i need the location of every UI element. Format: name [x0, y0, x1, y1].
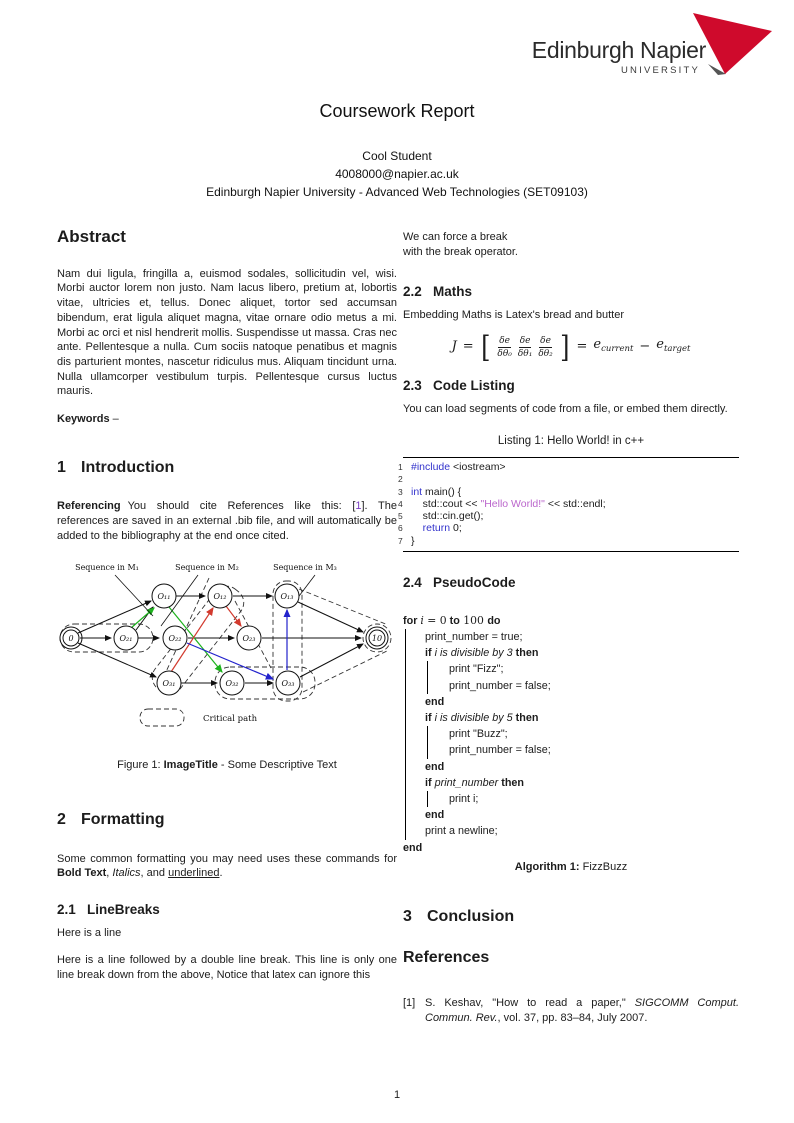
- page-title: Coursework Report: [319, 101, 475, 121]
- svg-text:Sequence in M₁: Sequence in M₁: [75, 562, 139, 572]
- sequence-labels: [75, 563, 337, 572]
- algo-line: print i;: [449, 792, 479, 805]
- linebreaks-paragraph: Here is a line followed by a double line break. This line is only one line break down from the above, Notice that latex can ignore this: [57, 954, 397, 982]
- break-line-2: with the break operator.: [403, 245, 518, 258]
- algo-line: end: [425, 809, 445, 822]
- algo-line: end: [425, 760, 445, 773]
- svg-text:O₁₁: O₁₁: [157, 591, 171, 601]
- fizzbuzz-algorithm: [403, 613, 739, 856]
- reference-1: [403, 996, 739, 1025]
- section-2-1-heading: 2.1 LineBreaks: [57, 902, 160, 918]
- svg-text:10: 10: [371, 633, 383, 643]
- algo-line: print_number = true;: [425, 630, 523, 643]
- page-number: 1: [393, 1089, 401, 1101]
- author-block: [0, 147, 794, 201]
- left-column: [57, 227, 397, 983]
- sequence-arrows: [131, 606, 287, 679]
- abstract-heading: Abstract: [57, 227, 126, 246]
- keywords-label: Keywords: [57, 413, 110, 426]
- algo-line: print "Fizz";: [449, 663, 504, 676]
- section-2-2-heading: 2.2 Maths: [403, 284, 473, 300]
- svg-text:O₂₁: O₂₁: [119, 633, 133, 643]
- svg-text:O₂₃: O₂₃: [242, 633, 256, 643]
- referencing-label: Referencing: [57, 500, 121, 513]
- code-listing: 1 #include <iostream> 2 3 int main() { 4 std::cout << "Hello World!" << std::endl; 5 std::cin.get(); 6 return 0; 7 }: [403, 457, 739, 552]
- right-column: [398, 230, 740, 1025]
- codelisting-paragraph: You can load segments of code from a file, or embed them directly.: [403, 402, 728, 415]
- algo-line: if i is divisible by 5 then: [425, 711, 539, 724]
- svg-text:O₃₃: O₃₃: [281, 678, 295, 688]
- section-1-heading: 1 Introduction: [57, 458, 175, 476]
- critical-path-legend-label: Critical path: [203, 713, 258, 724]
- keywords-line: Keywords –: [57, 413, 119, 426]
- listing-caption: Listing 1: Hello World! in c++: [497, 435, 645, 448]
- section-2-4-heading: 2.4 PseudoCode: [403, 575, 516, 590]
- svg-text:Sequence in M₂: Sequence in M₂: [175, 562, 239, 572]
- algo-line: print_number = false;: [449, 679, 551, 692]
- algo-line: if i is divisible by 3 then: [425, 647, 539, 660]
- svg-text:O₁₂: O₁₂: [213, 591, 227, 601]
- svg-text:O₃₂: O₃₂: [225, 678, 239, 688]
- abstract-body: Nam dui ligula, fringilla a, euismod sodales, sollicitudin vel, wisi. Morbi auctor lorem non justo. Nam lacus libero, pretium at, lobortis vitae, ultricies et, tellus. Donec aliquet, tortor sed accumsan bibendum, erat ligula aliquet magna, vitae ornare odio metus a mi. Morbi ac orci et nisl hendrerit mollis. Suspendisse ut massa. Cras nec ante. Pellentesque a nulla. Cum sociis natoque penatibus et magnis dis parturient montes, nascetur ridiculus mus. Aliquam tincidunt urna. Nulla ullamcorper vestibulum turpis. Pellentesque cursus luctus mauris.: [57, 267, 397, 398]
- section-2-heading: 2 Formatting: [57, 810, 165, 828]
- algo-line: if print_number then: [425, 776, 525, 789]
- university-logo: [532, 12, 774, 82]
- logo-triangle-icon: [692, 12, 774, 82]
- figure-1: [57, 556, 397, 773]
- author-affiliation: Edinburgh Napier University - Advanced Web Technologies (SET09103): [206, 185, 588, 199]
- algo-line: print "Buzz";: [449, 728, 508, 741]
- jacobian-formula: J = [ $\frac{\delta e}{\text{δθ₀}}$ $\frac{\delta e}{\text{δθ₁}}$ $\frac{\delta e}{\text{δθ₂}}$ ] = $e_{current}$ − $e_{target}$: [451, 329, 691, 365]
- algo-line: end: [403, 841, 423, 854]
- break-line-1: We can force a break: [403, 231, 508, 243]
- critical-path-legend-swatch: [140, 709, 184, 726]
- svg-text:O₃₁: O₃₁: [162, 678, 176, 688]
- section-3-heading: 3 Conclusion: [403, 908, 515, 926]
- svg-text:O₂₂: O₂₂: [168, 633, 182, 643]
- algorithm-caption: Algorithm 1: FizzBuzz: [514, 860, 628, 873]
- linebreaks-line1: Here is a line: [57, 926, 122, 939]
- svg-text:0: 0: [68, 633, 74, 643]
- svg-text:Sequence in M₃: Sequence in M₃: [273, 562, 337, 572]
- algo-line: end: [425, 695, 445, 708]
- figure-1-caption: Figure 1: ImageTitle - Some Descriptive Text: [117, 759, 337, 772]
- svg-text:O₁₃: O₁₃: [280, 591, 294, 601]
- logo-subtitle: UNIVERSITY: [620, 65, 700, 76]
- references-heading: References: [403, 949, 490, 967]
- citation-link-1[interactable]: 1: [355, 500, 362, 513]
- logo-name: Edinburgh Napier: [531, 37, 706, 63]
- author-email: 4008000@napier.ac.uk: [335, 167, 459, 181]
- algo-line: print a newline;: [425, 825, 498, 838]
- algo-line: print_number = false;: [449, 744, 551, 757]
- formatting-paragraph: Some common formatting you may need uses these commands for Bold Text, Italics, and underlined.: [57, 852, 397, 880]
- algo-line: for i = 0 to 100 do: [403, 613, 501, 627]
- reference-1-label: [1]: [403, 996, 416, 1009]
- maths-paragraph: Embedding Maths is Latex's bread and butter: [403, 309, 625, 322]
- author-name: Cool Student: [362, 149, 432, 163]
- figure-1-graph: [57, 556, 397, 736]
- intro-paragraph: Referencing You should cite References like this: [1]. The references are saved in an external .bib file, and will automatically be added to the bibliography at the end once cited.: [57, 500, 397, 542]
- section-2-3-heading: 2.3 Code Listing: [403, 377, 515, 393]
- reference-1-text: S. Keshav, "How to read a paper," SIGCOMM Comput. Commun. Rev., vol. 37, pp. 83–84, July 2007.: [425, 996, 740, 1024]
